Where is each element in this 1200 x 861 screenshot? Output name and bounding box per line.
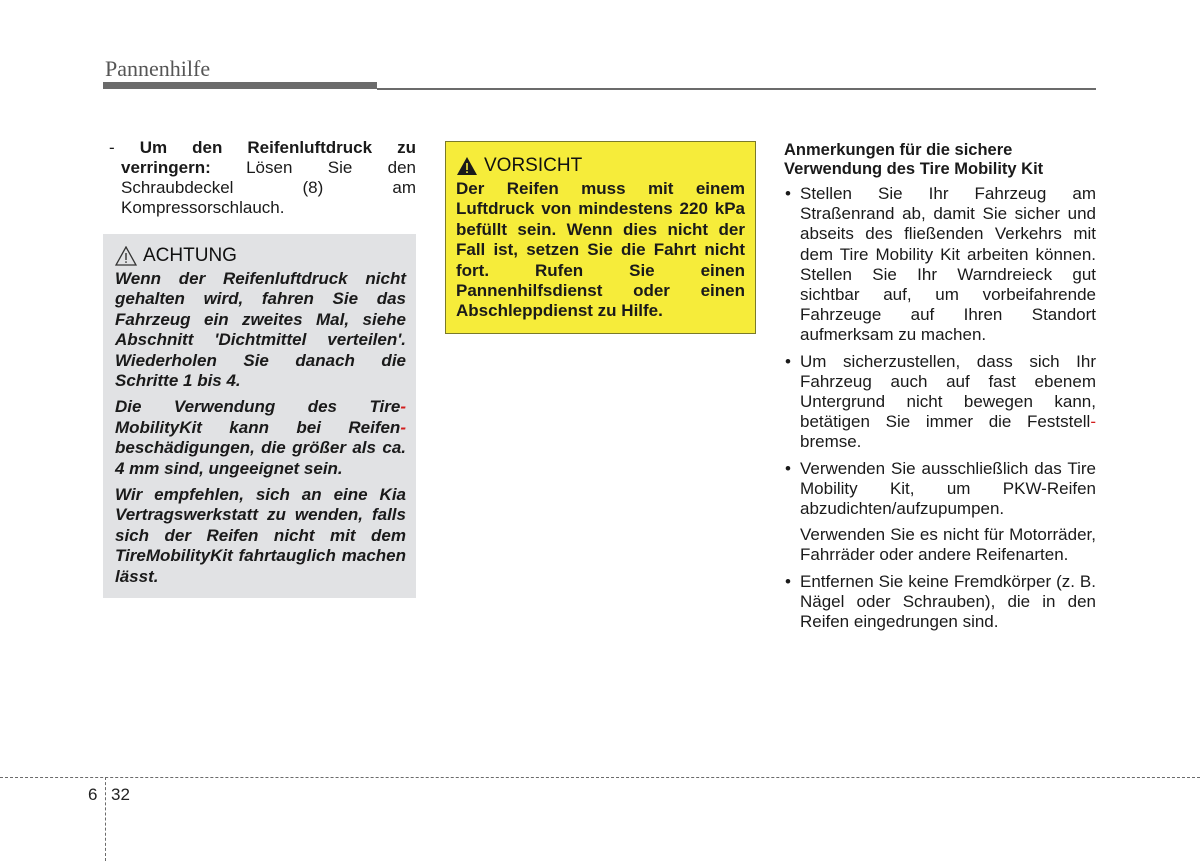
list-item [784, 352, 1096, 453]
chapter-number: 6 [88, 785, 98, 804]
vorsicht-header [456, 155, 745, 177]
intro-dash: - [109, 138, 115, 157]
achtung-title: ACHTUNG [143, 245, 237, 266]
footer-dashed-divider [105, 777, 106, 861]
hyphen-mark: - [400, 417, 406, 437]
left-column [103, 138, 416, 218]
list-item [784, 459, 1096, 566]
intro-bold-label: Um den Reifenluftdruck zu verringern: [121, 138, 416, 177]
hyphen-mark: - [400, 397, 406, 417]
list-item [784, 572, 1096, 633]
list-item-text: Stellen Sie Ihr Fahrzeug am Straßenrand ab, damit Sie sicher und abseits des fließenden Verkehrs mit dem Tire Mobility Kit arbeiten können. Stellen Sie Ihr Warndreieck gut sichtbar auf, um vorbeifahrende Fahrzeuge auf Ihren Standort aufmerksam zu machen. [800, 184, 1096, 345]
achtung-paragraph-3: Wir empfehlen, sich an eine Kia Vertragswerkstatt zu wenden, falls sich der Reifen nicht mit dem TireMobilityKit fahrtauglich machen lässt. [115, 485, 406, 586]
header-rule-thick [103, 82, 377, 89]
vorsicht-text: Der Reifen muss mit einem Luftdruck von mindestens 220 kPa befüllt sein. Wenn dies nicht der Fall ist, setzen Sie die Fahrt nicht fort. Rufen Sie einen Pannenhilfsdienst oder einen Abschleppdienst zu Hilfe. [456, 179, 745, 321]
footer-dashed-rule [0, 777, 1200, 778]
intro-text: Lösen Sie den Schraubdeckel (8) am Kompressorschlauch. [121, 158, 416, 217]
right-column [784, 141, 1096, 638]
notes-heading: Anmerkungen für die sichere Verwendung des Tire Mobility Kit [784, 141, 1044, 178]
achtung-note-box [103, 234, 416, 598]
warning-triangle-filled-icon [456, 156, 478, 176]
page-header-title: Pannenhilfe [105, 56, 211, 81]
list-item [784, 184, 1096, 346]
achtung-p2-part-b: MobilityKit kann bei Reifen [115, 417, 401, 437]
bullet-mark: • [785, 351, 791, 371]
list-item-text-part-b: bremse. [800, 432, 862, 452]
list-item-text [800, 352, 1096, 453]
achtung-paragraph-2 [115, 397, 406, 479]
list-item-text: Verwenden Sie ausschließlich das Tire Mobility Kit, um PKW-Reifen abzudichten/aufzupumpen. [800, 458, 1096, 519]
bullet-mark: • [785, 571, 791, 591]
list-item-text-part-a: Um sicherzustellen, dass sich Ihr Fahrzeug auch auf fast ebenem Untergrund nicht bewegen kann, betätigen Sie immer die Feststell [800, 351, 1096, 432]
vorsicht-warning-box [445, 141, 756, 334]
bullet-mark: • [785, 184, 791, 203]
list-item-subtext: Verwenden Sie es nicht für Motorräder, Fahrräder oder andere Reifenarten. [800, 525, 1096, 565]
achtung-header [115, 245, 406, 267]
achtung-p2-part-c: beschädigungen, die größer als ca. 4 mm sind, ungeeignet sein. [115, 438, 406, 478]
achtung-paragraph-1: Wenn der Reifenluftdruck nicht gehalten wird, fahren Sie das Fahrzeug ein zweites Mal, siehe Abschnitt 'Dichtmittel verteilen'. Wiederholen Sie danach die Schritte 1 bis 4. [115, 269, 406, 391]
header-rule-thin [377, 88, 1096, 90]
intro-paragraph [109, 138, 416, 218]
page-number: 32 [111, 785, 130, 804]
list-item-text: Entfernen Sie keine Fremdkörper (z. B. Nägel oder Schrauben), die in den Reifen eingedrungen sind. [800, 571, 1096, 632]
warning-triangle-outline-icon [115, 246, 137, 266]
notes-list [784, 184, 1096, 632]
hyphen-mark: - [1090, 412, 1096, 432]
vorsicht-title: VORSICHT [484, 155, 583, 176]
bullet-mark: • [785, 458, 791, 478]
achtung-p2-part-a: Die Verwendung des Tire [115, 397, 401, 417]
